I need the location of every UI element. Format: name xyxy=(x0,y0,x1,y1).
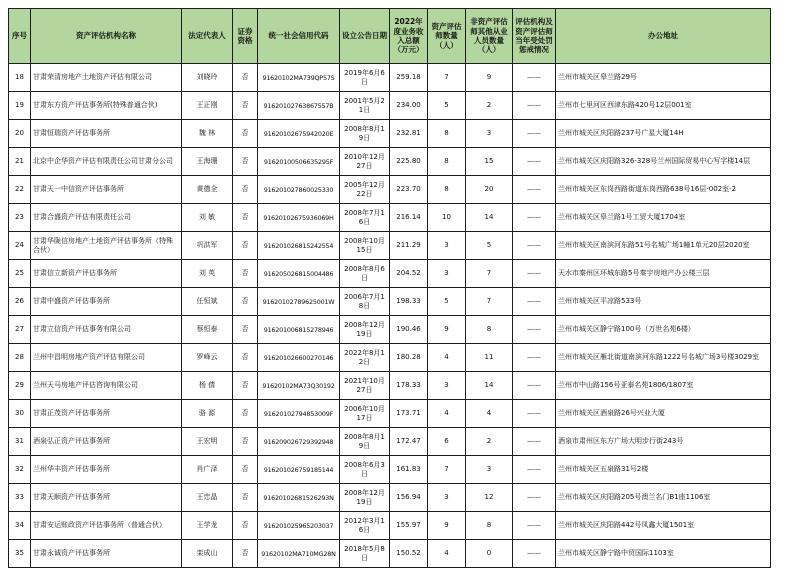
cell-no: 32 xyxy=(9,456,31,484)
cell-legal-rep: 魏 林 xyxy=(182,120,233,148)
cell-appraisers: 7 xyxy=(428,456,466,484)
column-header-date: 设立公告日期 xyxy=(340,9,390,64)
cell-other-staff: 15 xyxy=(466,148,513,176)
cell-address: 兰州市城关区皋兰路1号工贸大厦1704室 xyxy=(556,204,771,232)
cell-appraisers: 3 xyxy=(428,484,466,512)
cell-appraisers: 3 xyxy=(428,260,466,288)
cell-address: 兰州市城关区皋兰路29号 xyxy=(556,64,771,92)
cell-no: 23 xyxy=(9,204,31,232)
cell-date: 2021年10月27日 xyxy=(340,372,390,400)
cell-securities: 否 xyxy=(233,204,258,232)
cell-address: 兰州市城关区静宁路中贸国际1103室 xyxy=(556,540,771,568)
cell-punishment: —— xyxy=(513,456,556,484)
table-row xyxy=(9,372,771,400)
table-row xyxy=(9,176,771,204)
cell-no: 21 xyxy=(9,148,31,176)
cell-address: 兰州市城关区庆阳路205号澳兰名门B1座1106室 xyxy=(556,484,771,512)
cell-appraisers: 10 xyxy=(428,204,466,232)
cell-legal-rep: 栾成山 xyxy=(182,540,233,568)
cell-punishment: —— xyxy=(513,344,556,372)
column-header-address: 办公地址 xyxy=(556,9,771,64)
cell-no: 27 xyxy=(9,316,31,344)
cell-revenue: 172.47 xyxy=(390,428,428,456)
cell-appraisers: 7 xyxy=(428,64,466,92)
cell-revenue: 198.33 xyxy=(390,288,428,316)
cell-revenue: 180.28 xyxy=(390,344,428,372)
cell-no: 24 xyxy=(9,232,31,260)
cell-address: 兰州市城关区雁北街道南滨河东路1222号名城广场3号楼3029室 xyxy=(556,344,771,372)
cell-punishment: —— xyxy=(513,372,556,400)
cell-date: 2008年6月3日 xyxy=(340,456,390,484)
cell-securities: 否 xyxy=(233,260,258,288)
cell-legal-rep: 刘晓玲 xyxy=(182,64,233,92)
cell-punishment: —— xyxy=(513,232,556,260)
cell-securities: 否 xyxy=(233,540,258,568)
cell-appraisers: 8 xyxy=(428,148,466,176)
cell-revenue: 155.97 xyxy=(390,512,428,540)
table-row xyxy=(9,512,771,540)
cell-name: 兰州华丰资产评估事务所 xyxy=(31,456,182,484)
cell-no: 34 xyxy=(9,512,31,540)
cell-revenue: 225.80 xyxy=(390,148,428,176)
table-row xyxy=(9,428,771,456)
cell-credit-code: 916205026815004486 xyxy=(258,260,340,288)
cell-other-staff: 14 xyxy=(466,372,513,400)
cell-legal-rep: 任恒斌 xyxy=(182,288,233,316)
cell-appraisers: 9 xyxy=(428,316,466,344)
cell-securities: 否 xyxy=(233,64,258,92)
column-header-legal-rep: 法定代表人 xyxy=(182,9,233,64)
cell-punishment: —— xyxy=(513,260,556,288)
cell-securities: 否 xyxy=(233,148,258,176)
cell-credit-code: 916201026759185144 xyxy=(258,456,340,484)
cell-appraisers: 3 xyxy=(428,232,466,260)
cell-legal-rep: 杨 倩 xyxy=(182,372,233,400)
cell-appraisers: 6 xyxy=(428,428,466,456)
cell-address: 兰州市城关区庆阳路326-328号兰州国际贸易中心写字楼14层 xyxy=(556,148,771,176)
table-row xyxy=(9,288,771,316)
cell-no: 19 xyxy=(9,92,31,120)
table-body xyxy=(9,64,771,568)
cell-securities: 否 xyxy=(233,344,258,372)
cell-securities: 否 xyxy=(233,400,258,428)
cell-revenue: 216.14 xyxy=(390,204,428,232)
cell-credit-code: 916201026815242554 xyxy=(258,232,340,260)
cell-punishment: —— xyxy=(513,176,556,204)
cell-date: 2008年12月19日 xyxy=(340,484,390,512)
cell-credit-code: 916201027860025330 xyxy=(258,176,340,204)
cell-date: 2008年7月16日 xyxy=(340,204,390,232)
cell-address: 兰州市城关区东岗西路街道东岗西路638号16层-002室-2 xyxy=(556,176,771,204)
cell-legal-rep: 刘 敏 xyxy=(182,204,233,232)
cell-date: 2018年5月8日 xyxy=(340,540,390,568)
table-row xyxy=(9,120,771,148)
cell-date: 2019年6月6日 xyxy=(340,64,390,92)
cell-name: 甘肃荣清房地产土地资产评估有限公司 xyxy=(31,64,182,92)
cell-legal-rep: 巩洪军 xyxy=(182,232,233,260)
cell-revenue: 259.18 xyxy=(390,64,428,92)
cell-date: 2008年8月6日 xyxy=(340,260,390,288)
table-row xyxy=(9,64,771,92)
cell-credit-code: 91620102MA710MG28N xyxy=(258,540,340,568)
cell-address: 兰州市城关区酒泉路26号兴业大厦 xyxy=(556,400,771,428)
cell-no: 28 xyxy=(9,344,31,372)
column-header-appraisers: 资产评估师数量（人） xyxy=(428,9,466,64)
cell-credit-code: 91620102794853009F xyxy=(258,400,340,428)
cell-punishment: —— xyxy=(513,288,556,316)
table-row xyxy=(9,540,771,568)
cell-name: 甘肃天一中信资产评估事务所 xyxy=(31,176,182,204)
cell-legal-rep: 骆 源 xyxy=(182,400,233,428)
cell-name: 甘肃安运账政资产评估事务所（普通合伙） xyxy=(31,512,182,540)
cell-no: 30 xyxy=(9,400,31,428)
cell-name: 甘肃永诚资产评估事务所 xyxy=(31,540,182,568)
cell-date: 2001年5月21日 xyxy=(340,92,390,120)
cell-date: 2008年8月19日 xyxy=(340,120,390,148)
cell-name: 北京中企华资产评估有限责任公司甘肃分公司 xyxy=(31,148,182,176)
cell-securities: 否 xyxy=(233,372,258,400)
cell-date: 2006年10月17日 xyxy=(340,400,390,428)
cell-date: 2008年10月15日 xyxy=(340,232,390,260)
cell-credit-code: 91620102681526293N xyxy=(258,484,340,512)
cell-no: 22 xyxy=(9,176,31,204)
cell-other-staff: 7 xyxy=(466,288,513,316)
cell-no: 20 xyxy=(9,120,31,148)
table-row xyxy=(9,456,771,484)
cell-address: 兰州市七里河区西津东路420号12层001室 xyxy=(556,92,771,120)
cell-other-staff: 8 xyxy=(466,512,513,540)
cell-appraisers: 4 xyxy=(428,540,466,568)
cell-other-staff: 7 xyxy=(466,260,513,288)
appraisal-institutions-sheet xyxy=(8,8,771,568)
cell-address: 兰州市城关区庆阳路237号广星大厦14H xyxy=(556,120,771,148)
cell-credit-code: 91620102MA739QP57S xyxy=(258,64,340,92)
cell-punishment: —— xyxy=(513,120,556,148)
cell-other-staff: 20 xyxy=(466,176,513,204)
column-header-securities: 证券资格 xyxy=(233,9,258,64)
cell-date: 2005年12月22日 xyxy=(340,176,390,204)
cell-other-staff: 3 xyxy=(466,456,513,484)
cell-other-staff: 0 xyxy=(466,540,513,568)
cell-name: 兰州中昌明房地产资产评估有限公司 xyxy=(31,344,182,372)
cell-other-staff: 14 xyxy=(466,204,513,232)
cell-name: 甘肃正茂资产评估事务所 xyxy=(31,400,182,428)
cell-securities: 否 xyxy=(233,512,258,540)
cell-punishment: —— xyxy=(513,64,556,92)
cell-appraisers: 9 xyxy=(428,512,466,540)
cell-no: 31 xyxy=(9,428,31,456)
cell-credit-code: 91620102789625001W xyxy=(258,288,340,316)
table-row xyxy=(9,148,771,176)
cell-name: 酒泉弘正资产评估事务所 xyxy=(31,428,182,456)
cell-securities: 否 xyxy=(233,176,258,204)
cell-date: 2008年8月19日 xyxy=(340,428,390,456)
cell-name: 甘肃信立新资产评估事务所 xyxy=(31,260,182,288)
cell-other-staff: 12 xyxy=(466,484,513,512)
cell-name: 甘肃天顺资产评估事务所 xyxy=(31,484,182,512)
table-row xyxy=(9,344,771,372)
cell-appraisers: 4 xyxy=(428,344,466,372)
cell-legal-rep: 刘 英 xyxy=(182,260,233,288)
cell-address: 兰州市城关区平凉路533号 xyxy=(556,288,771,316)
column-header-credit-code: 统一社会信用代码 xyxy=(258,9,340,64)
cell-no: 33 xyxy=(9,484,31,512)
appraisal-institutions-table xyxy=(8,8,771,568)
cell-credit-code: 916201006815278946 xyxy=(258,316,340,344)
cell-name: 甘肃东方资产评估事务所(特殊普通合伙) xyxy=(31,92,182,120)
cell-credit-code: 91620102675936069H xyxy=(258,204,340,232)
cell-address: 兰州市中山路156号亚泰名苑1806/1807室 xyxy=(556,372,771,400)
cell-appraisers: 5 xyxy=(428,288,466,316)
cell-other-staff: 2 xyxy=(466,92,513,120)
cell-other-staff: 4 xyxy=(466,400,513,428)
cell-securities: 否 xyxy=(233,92,258,120)
cell-appraisers: 4 xyxy=(428,400,466,428)
table-row xyxy=(9,232,771,260)
cell-revenue: 223.70 xyxy=(390,176,428,204)
cell-punishment: —— xyxy=(513,204,556,232)
cell-credit-code: 91620102675942020E xyxy=(258,120,340,148)
column-header-other-staff: 非资产评估师其他从业人员数量（人） xyxy=(466,9,513,64)
cell-legal-rep: 黄德全 xyxy=(182,176,233,204)
cell-punishment: —— xyxy=(513,148,556,176)
cell-name: 甘肃合盛资产评估有限责任公司 xyxy=(31,204,182,232)
cell-other-staff: 8 xyxy=(466,316,513,344)
cell-appraisers: 5 xyxy=(428,92,466,120)
cell-securities: 否 xyxy=(233,232,258,260)
cell-no: 18 xyxy=(9,64,31,92)
cell-securities: 否 xyxy=(233,316,258,344)
table-row xyxy=(9,484,771,512)
cell-name: 兰州天马房地产评估咨询有限公司 xyxy=(31,372,182,400)
cell-name: 甘肃立信资产评估事务有限公司 xyxy=(31,316,182,344)
cell-appraisers: 8 xyxy=(428,120,466,148)
cell-date: 2022年8月12日 xyxy=(340,344,390,372)
table-row xyxy=(9,92,771,120)
cell-punishment: —— xyxy=(513,316,556,344)
cell-punishment: —— xyxy=(513,400,556,428)
cell-legal-rep: 王宏明 xyxy=(182,428,233,456)
header-row xyxy=(9,9,771,64)
cell-address: 兰州市城关区庆阳路442号凤鑫大厦1501室 xyxy=(556,512,771,540)
cell-securities: 否 xyxy=(233,428,258,456)
cell-revenue: 211.29 xyxy=(390,232,428,260)
cell-address: 天水市秦州区环城东路5号秦宇房地产办公楼三层 xyxy=(556,260,771,288)
cell-revenue: 150.52 xyxy=(390,540,428,568)
cell-legal-rep: 王正刚 xyxy=(182,92,233,120)
cell-legal-rep: 王海珊 xyxy=(182,148,233,176)
cell-address: 酒泉市肃州区东方广场大明步行街243号 xyxy=(556,428,771,456)
cell-legal-rep: 蔡恒泰 xyxy=(182,316,233,344)
cell-credit-code: 916201026600270146 xyxy=(258,344,340,372)
cell-revenue: 232.81 xyxy=(390,120,428,148)
cell-revenue: 161.83 xyxy=(390,456,428,484)
table-row xyxy=(9,260,771,288)
cell-no: 26 xyxy=(9,288,31,316)
cell-no: 29 xyxy=(9,372,31,400)
cell-credit-code: 91620100506635295F xyxy=(258,148,340,176)
cell-punishment: —— xyxy=(513,92,556,120)
cell-appraisers: 8 xyxy=(428,176,466,204)
cell-appraisers: 3 xyxy=(428,372,466,400)
cell-punishment: —— xyxy=(513,428,556,456)
cell-revenue: 173.71 xyxy=(390,400,428,428)
cell-date: 2006年7月18日 xyxy=(340,288,390,316)
cell-credit-code: 916201025965203037 xyxy=(258,512,340,540)
cell-name: 甘肃华陇信房地产土地资产评估事务所（特殊合伙） xyxy=(31,232,182,260)
cell-credit-code: 91620102763867557B xyxy=(258,92,340,120)
cell-other-staff: 2 xyxy=(466,428,513,456)
column-header-no: 序号 xyxy=(9,9,31,64)
table-row xyxy=(9,400,771,428)
cell-legal-rep: 王忠晶 xyxy=(182,484,233,512)
cell-securities: 否 xyxy=(233,120,258,148)
cell-securities: 否 xyxy=(233,288,258,316)
cell-other-staff: 11 xyxy=(466,344,513,372)
cell-no: 25 xyxy=(9,260,31,288)
table-row xyxy=(9,204,771,232)
cell-address: 兰州市城关区五泉路31号2楼 xyxy=(556,456,771,484)
cell-no: 35 xyxy=(9,540,31,568)
cell-credit-code: 916209026729392948 xyxy=(258,428,340,456)
cell-other-staff: 5 xyxy=(466,232,513,260)
cell-punishment: —— xyxy=(513,540,556,568)
cell-other-staff: 3 xyxy=(466,120,513,148)
cell-legal-rep: 肖广泽 xyxy=(182,456,233,484)
cell-date: 2008年12月19日 xyxy=(340,316,390,344)
cell-revenue: 156.94 xyxy=(390,484,428,512)
cell-punishment: —— xyxy=(513,484,556,512)
table-row xyxy=(9,316,771,344)
column-header-name: 资产评估机构名称 xyxy=(31,9,182,64)
cell-date: 2010年12月27日 xyxy=(340,148,390,176)
column-header-revenue: 2022年度业务收入总额（万元） xyxy=(390,9,428,64)
column-header-punishment: 评估机构及资产评估师当年受处罚惩戒情况 xyxy=(513,9,556,64)
cell-revenue: 204.52 xyxy=(390,260,428,288)
cell-revenue: 178.33 xyxy=(390,372,428,400)
cell-securities: 否 xyxy=(233,484,258,512)
cell-address: 兰州市城关区南滨河东路51号名城广场1幢1单元20层2020室 xyxy=(556,232,771,260)
cell-name: 甘肃恒瑞资产评估事务所 xyxy=(31,120,182,148)
cell-legal-rep: 王学龙 xyxy=(182,512,233,540)
cell-credit-code: 91620102MA73Q30192 xyxy=(258,372,340,400)
cell-revenue: 234.00 xyxy=(390,92,428,120)
cell-punishment: —— xyxy=(513,512,556,540)
cell-securities: 否 xyxy=(233,456,258,484)
cell-revenue: 190.46 xyxy=(390,316,428,344)
cell-legal-rep: 罗峰云 xyxy=(182,344,233,372)
cell-address: 兰州市城关区静宁路100号（万世名苑6楼） xyxy=(556,316,771,344)
cell-name: 甘肃中盛资产评估事务所 xyxy=(31,288,182,316)
cell-date: 2012年3月16日 xyxy=(340,512,390,540)
cell-other-staff: 9 xyxy=(466,64,513,92)
